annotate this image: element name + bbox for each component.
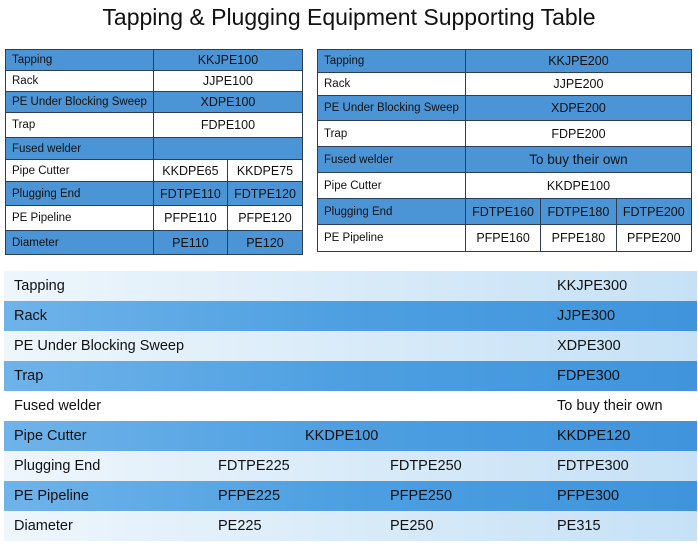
table-pe100 xyxy=(5,49,303,255)
row-label-trap: Trap xyxy=(6,113,154,138)
pipeline-value: PFPE120 xyxy=(227,206,302,231)
pipeline-value: PFPE110 xyxy=(153,206,227,231)
table-row xyxy=(6,50,303,71)
plugging-value: FDTPE160 xyxy=(465,199,540,225)
table-row xyxy=(6,231,303,255)
pipeline-value: PFPE250 xyxy=(390,488,453,504)
row-label-trap: Trap xyxy=(14,368,44,384)
diameter-value: PE225 xyxy=(218,518,262,534)
sweep-value: XDPE300 xyxy=(557,338,621,354)
tapping-value: KKJPE300 xyxy=(557,278,628,294)
row-label-tapping: Tapping xyxy=(318,50,466,73)
tapping-value: KKJPE200 xyxy=(465,50,691,73)
pipeline-value: PFPE160 xyxy=(465,225,540,252)
table-row xyxy=(6,138,303,160)
row-label-pipeline: PE Pipeline xyxy=(14,488,89,504)
rack-value: JJPE300 xyxy=(557,308,616,324)
row-label-plugging: Plugging End xyxy=(6,182,154,206)
table-row xyxy=(4,361,697,391)
plugging-value: FDTPE250 xyxy=(390,458,462,474)
plugging-value: FDTPE225 xyxy=(218,458,290,474)
plugging-value: FDTPE110 xyxy=(153,182,227,206)
plugging-value: FDTPE300 xyxy=(557,458,629,474)
table-row xyxy=(4,391,697,421)
table-row xyxy=(318,96,692,121)
trap-value: FDPE200 xyxy=(465,121,691,147)
row-label-cutter: Pipe Cutter xyxy=(6,160,154,182)
table-row xyxy=(318,73,692,96)
table-row xyxy=(4,511,697,541)
pipeline-value: PFPE300 xyxy=(557,488,620,504)
table-row xyxy=(6,92,303,113)
plugging-value: FDTPE120 xyxy=(227,182,302,206)
pipeline-value: PFPE180 xyxy=(541,225,616,252)
table-row xyxy=(4,421,697,451)
table-row xyxy=(6,182,303,206)
row-label-sweep: PE Under Blocking Sweep xyxy=(6,92,154,113)
diameter-value: PE120 xyxy=(227,231,302,255)
row-label-cutter: Pipe Cutter xyxy=(14,428,87,444)
table-row xyxy=(4,331,697,361)
table-row xyxy=(4,271,697,301)
row-label-trap: Trap xyxy=(318,121,466,147)
welder-value: To buy their own xyxy=(557,398,663,414)
trap-value: FDPE300 xyxy=(557,368,620,384)
cutter-value: KKDPE65 xyxy=(153,160,227,182)
row-label-cutter: Pipe Cutter xyxy=(318,173,466,199)
row-label-tapping: Tapping xyxy=(6,50,154,71)
welder-value xyxy=(153,138,302,160)
table-row xyxy=(318,173,692,199)
row-label-diameter: Diameter xyxy=(6,231,154,255)
row-label-sweep: PE Under Blocking Sweep xyxy=(14,338,185,354)
table-row xyxy=(6,71,303,92)
row-label-welder: Fused welder xyxy=(6,138,154,160)
sweep-value: XDPE200 xyxy=(465,96,691,121)
cutter-value: KKDPE75 xyxy=(227,160,302,182)
plugging-value: FDTPE200 xyxy=(616,199,691,225)
table-row xyxy=(318,121,692,147)
trap-value: FDPE100 xyxy=(153,113,302,138)
row-label-rack: Rack xyxy=(6,71,154,92)
table-row xyxy=(318,225,692,252)
table-pe300 xyxy=(4,271,697,541)
row-label-plugging: Plugging End xyxy=(318,199,466,225)
row-label-sweep: PE Under Blocking Sweep xyxy=(318,96,466,121)
table-row xyxy=(6,206,303,231)
table-row xyxy=(318,199,692,225)
row-label-pipeline: PE Pipeline xyxy=(6,206,154,231)
table-pe200 xyxy=(317,49,692,252)
cutter-value: KKDPE100 xyxy=(305,428,379,444)
plugging-value: FDTPE180 xyxy=(541,199,616,225)
row-label-pipeline: PE Pipeline xyxy=(318,225,466,252)
row-label-welder: Fused welder xyxy=(318,147,466,173)
row-label-rack: Rack xyxy=(14,308,48,324)
row-label-plugging: Plugging End xyxy=(14,458,101,474)
table-row xyxy=(6,160,303,182)
pipeline-value: PFPE200 xyxy=(616,225,691,252)
rack-value: JJPE200 xyxy=(465,73,691,96)
diameter-value: PE315 xyxy=(557,518,601,534)
row-label-tapping: Tapping xyxy=(14,278,65,294)
sweep-value: XDPE100 xyxy=(153,92,302,113)
diameter-value: PE110 xyxy=(153,231,227,255)
row-label-diameter: Diameter xyxy=(14,518,73,534)
table-row xyxy=(318,50,692,73)
cutter-value: KKDPE120 xyxy=(557,428,631,444)
row-label-rack: Rack xyxy=(318,73,466,96)
table-row xyxy=(318,147,692,173)
rack-value: JJPE100 xyxy=(153,71,302,92)
page-title: Tapping & Plugging Equipment Supporting Table xyxy=(102,4,596,30)
table-row xyxy=(6,113,303,138)
table-row xyxy=(4,481,697,511)
cutter-value: KKDPE100 xyxy=(465,173,691,199)
row-label-welder: Fused welder xyxy=(14,398,102,414)
table-row xyxy=(4,301,697,331)
welder-value: To buy their own xyxy=(465,147,691,173)
tapping-value: KKJPE100 xyxy=(153,50,302,71)
pipeline-value: PFPE225 xyxy=(218,488,281,504)
diameter-value: PE250 xyxy=(390,518,434,534)
table-row xyxy=(4,451,697,481)
